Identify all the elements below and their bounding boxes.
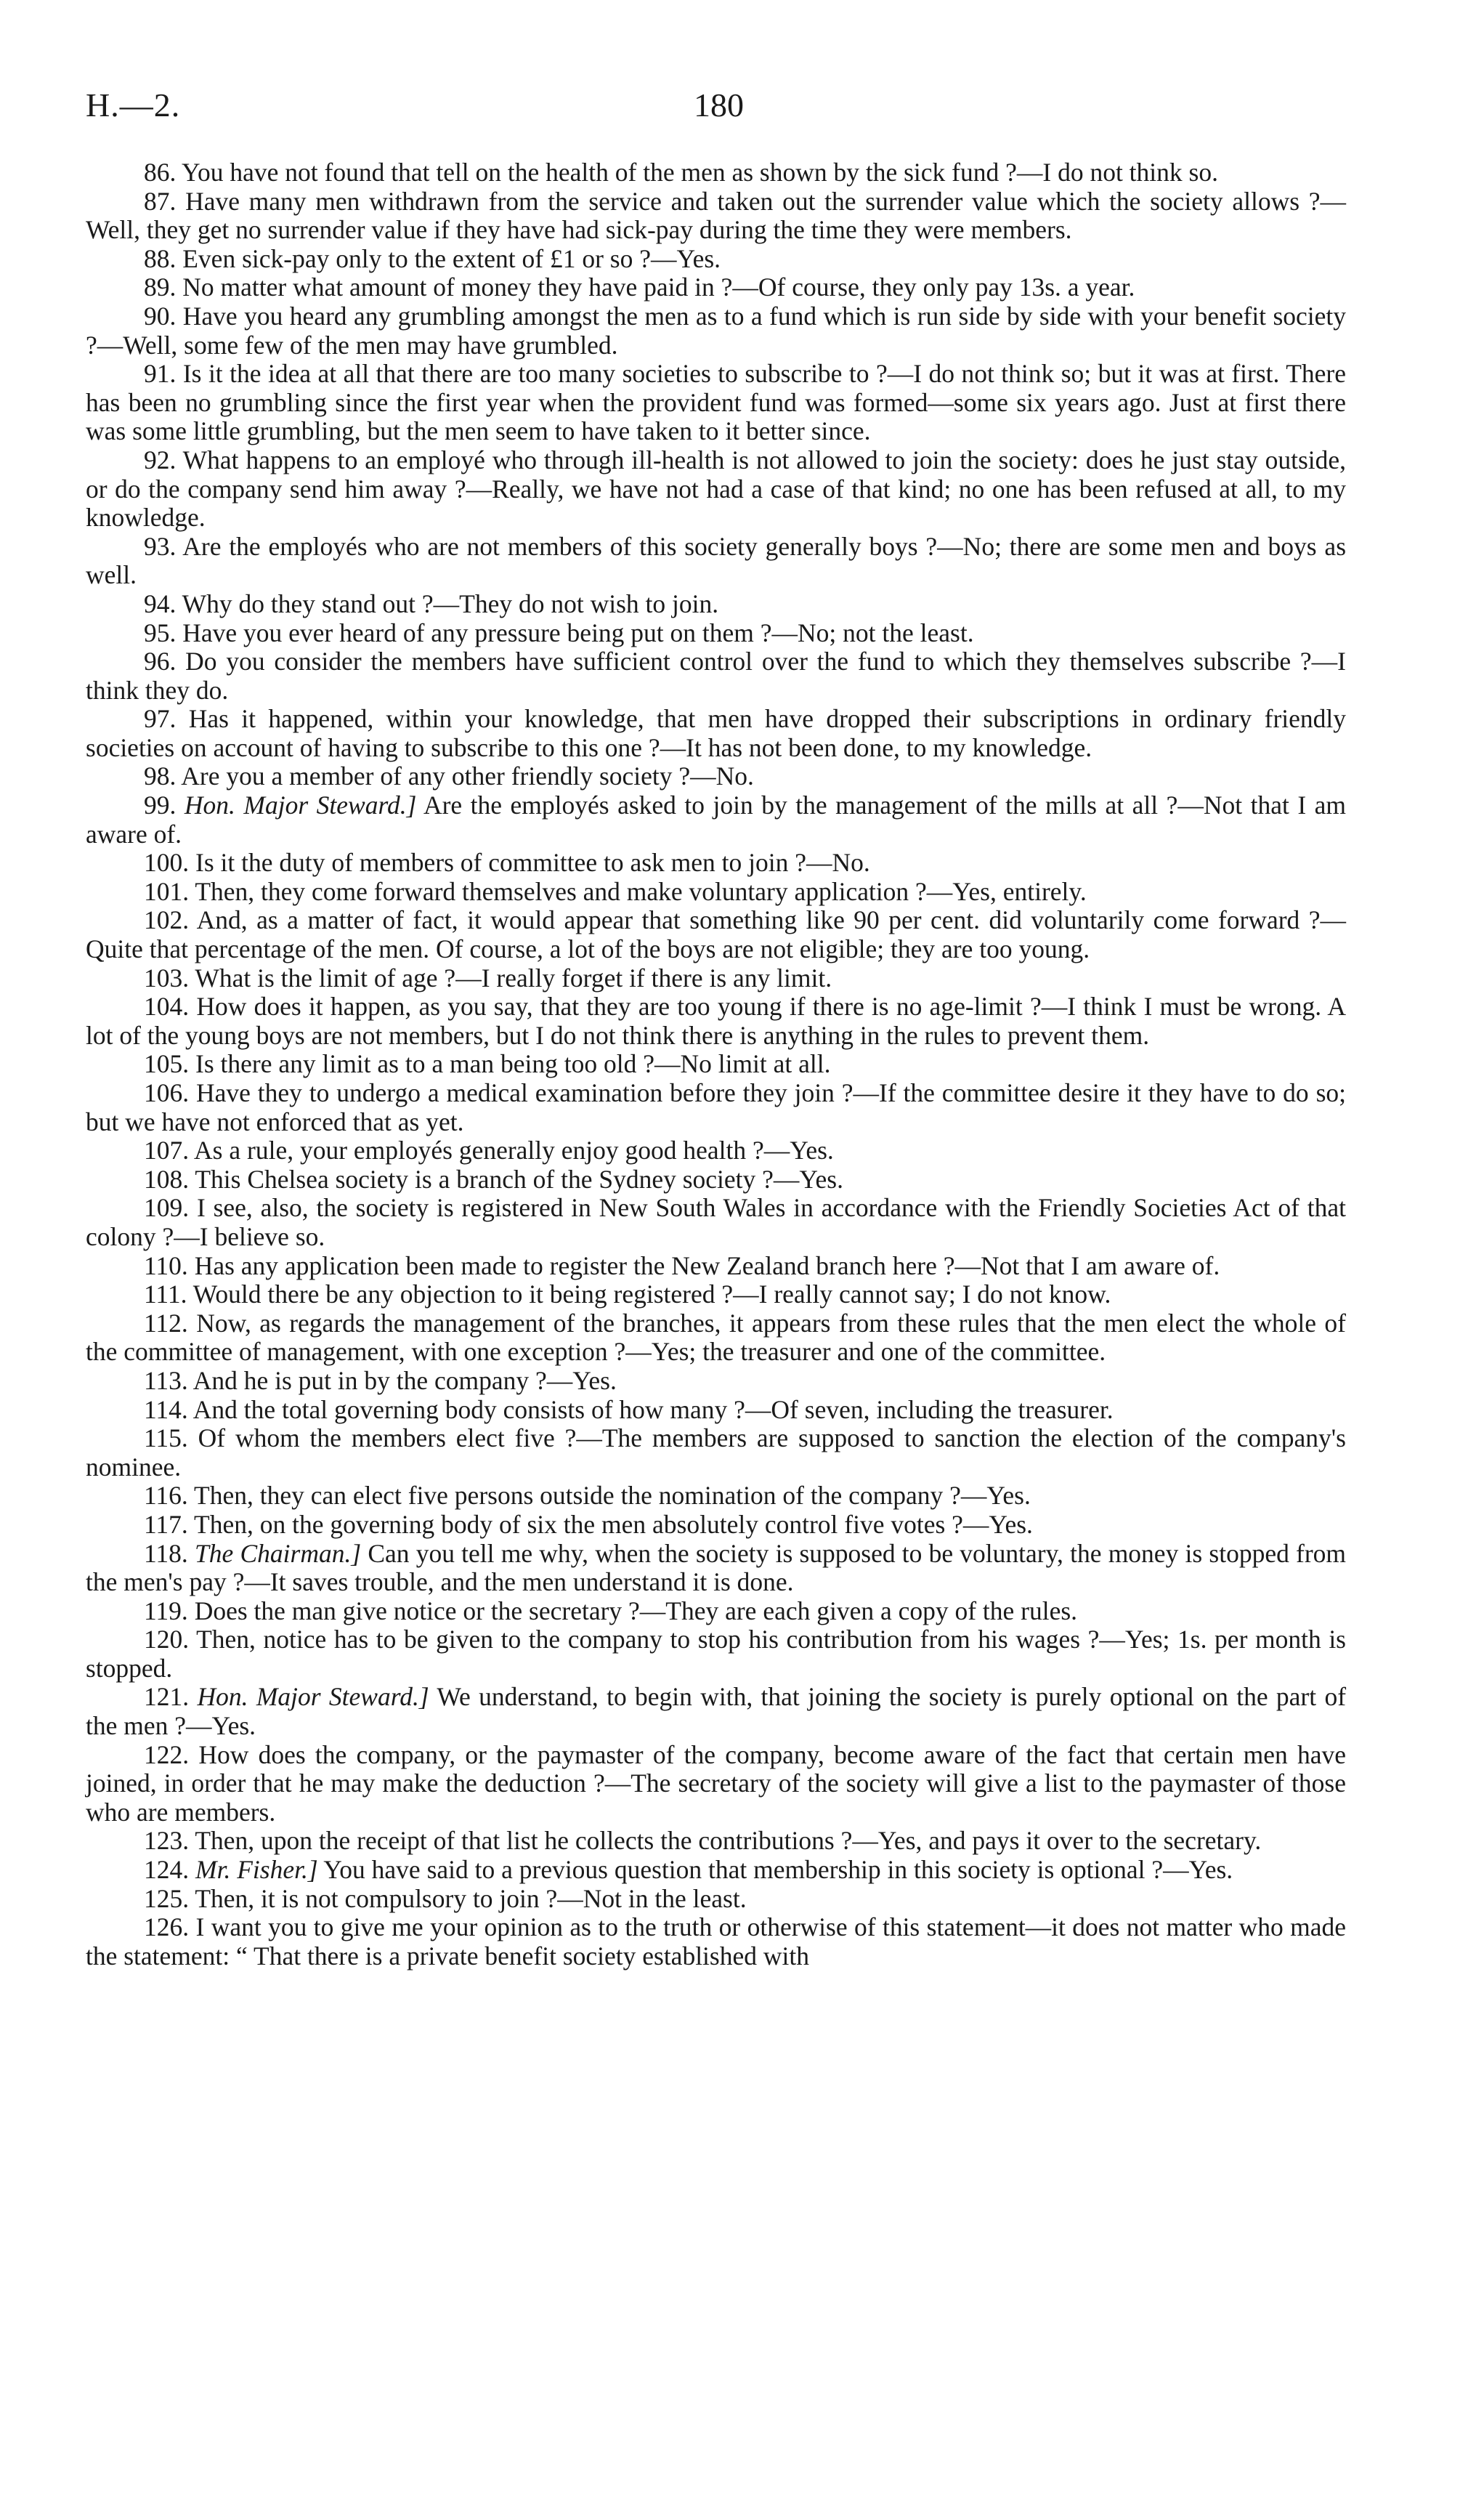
question-number: 86.	[144, 158, 177, 187]
question-text: Then, they come forward themselves and make voluntary application ?—Yes, entirely.	[195, 876, 1087, 906]
question-text: How does it happen, as you say, that they are too young if there is no age-limit ?—I think I must be wrong. A lot of the young boys are not members, but I do not think there is anything in the rules to prevent them.	[86, 992, 1347, 1050]
question-text: Are you a member of any other friendly society ?—No.	[181, 761, 754, 791]
question-paragraph	[86, 1856, 1346, 1885]
question-text: Is it the duty of members of committee to ask men to join ?—No.	[195, 848, 870, 878]
question-number: 106.	[144, 1078, 190, 1107]
question-number: 98.	[144, 761, 177, 791]
question-paragraph	[86, 1079, 1346, 1136]
question-number: 119.	[144, 1596, 188, 1625]
question-paragraph	[86, 1885, 1346, 1914]
question-number: 95.	[144, 618, 177, 647]
question-number: 108.	[144, 1164, 190, 1194]
question-paragraph	[86, 1165, 1346, 1195]
question-paragraph	[86, 533, 1346, 590]
question-number: 91.	[144, 359, 177, 389]
question-paragraph	[86, 187, 1346, 245]
question-text: I see, also, the society is registered in New South Wales in accordance with the Friendly Societies Act of that colony ?—I believe so.	[86, 1193, 1346, 1251]
question-paragraph	[86, 1683, 1346, 1740]
question-text: How does the company, or the paymaster of the company, become aware of the fact that certain men have joined, in order that he may make the deduction ?—The secretary of the society will give a list to the paymaster of those who are members.	[86, 1739, 1346, 1827]
document-body	[86, 158, 1346, 1971]
question-number: 124.	[144, 1855, 190, 1885]
question-paragraph	[86, 1625, 1346, 1683]
question-text: Do you consider the members have sufficient control over the fund to which they themselves subscribe ?—I think they do.	[86, 647, 1347, 705]
question-text: Does the man give notice or the secretary ?—They are each given a copy of the rules.	[194, 1596, 1078, 1625]
question-text: Have they to undergo a medical examination before they join ?—If the committee desire it they have to do so; but we have not enforced that as yet.	[86, 1078, 1346, 1136]
question-text: Is it the idea at all that there are too many societies to subscribe to ?—I do not think so; but it was at first. There has been no grumbling since the first year when the provident fund was formed—some six years ago. Just at first there was some little grumbling, but the men seem to have taken to it better since.	[86, 359, 1346, 446]
question-text: Are the employés who are not members of this society generally boys ?—No; there are some men and boys as well.	[86, 531, 1347, 590]
question-text: And, as a matter of fact, it would appear that something like 90 per cent. did voluntarily come forward ?—Quite that percentage of the men. Of course, a lot of the boys are not eligible; they are too young.	[86, 905, 1346, 964]
question-number: 90.	[144, 301, 177, 331]
speaker-name: Hon. Major Steward.]	[197, 1682, 429, 1712]
question-text: And the total governing body consists of how many ?—Of seven, including the treasurer.	[192, 1394, 1114, 1424]
question-number: 107.	[144, 1136, 190, 1165]
speaker-name: Mr. Fisher.]	[195, 1855, 318, 1885]
question-text: Then, upon the receipt of that list he collects the contributions ?—Yes, and pays it over to the secretary.	[195, 1826, 1262, 1856]
speaker-name: Hon. Major Steward.]	[184, 791, 417, 820]
question-text: No matter what amount of money they have paid in ?—Of course, they only pay 13s. a year.	[182, 272, 1135, 302]
question-paragraph	[86, 1136, 1346, 1165]
question-number: 92.	[144, 445, 177, 474]
question-paragraph	[86, 849, 1346, 878]
question-number: 121.	[144, 1682, 190, 1712]
question-text: What happens to an employé who through ill-health is not allowed to join the society: does he just stay outside, or do the company send him away ?—Really, we have not had a case of that kind; no one has been refused at all, to my knowledge.	[86, 445, 1347, 533]
question-text: Have many men withdrawn from the service and taken out the surrender value which the society allows ?—Well, they get no surrender value if they have had sick-pay during the time they were members.	[86, 186, 1346, 245]
question-number: 116.	[144, 1481, 188, 1511]
question-number: 113.	[144, 1365, 188, 1395]
question-paragraph	[86, 158, 1346, 187]
question-paragraph	[86, 964, 1346, 993]
question-paragraph	[86, 1280, 1346, 1309]
question-text: What is the limit of age ?—I really forget if there is any limit.	[195, 963, 832, 993]
question-text: Have you ever heard of any pressure being put on them ?—No; not the least.	[182, 618, 974, 647]
question-number: 103.	[144, 963, 190, 993]
question-paragraph	[86, 1050, 1346, 1079]
question-paragraph	[86, 647, 1346, 705]
question-text: You have not found that tell on the health of the men as shown by the sick fund ?—I do not think so.	[181, 158, 1218, 187]
question-text: This Chelsea society is a branch of the Sydney society ?—Yes.	[195, 1164, 843, 1194]
question-paragraph	[86, 302, 1346, 360]
question-text: Has any application been made to register the New Zealand branch here ?—Not that I am aware of.	[194, 1250, 1220, 1280]
question-paragraph	[86, 1194, 1346, 1251]
question-paragraph	[86, 705, 1346, 762]
question-paragraph	[86, 906, 1346, 963]
question-text: Are the employés asked to join by the management of the mills at all ?—Not that I am aware of.	[86, 791, 1347, 849]
question-number: 96.	[144, 647, 177, 676]
question-number: 102.	[144, 905, 190, 935]
question-number: 88.	[144, 243, 177, 273]
question-text: Of whom the members elect five ?—The members are supposed to sanction the election of the company's nominee.	[86, 1423, 1346, 1482]
question-number: 122.	[144, 1739, 190, 1769]
question-paragraph	[86, 1741, 1346, 1827]
question-paragraph	[86, 762, 1346, 791]
question-number: 104.	[144, 992, 190, 1022]
question-number: 123.	[144, 1826, 190, 1856]
question-number: 111.	[144, 1280, 187, 1309]
question-text: Can you tell me why, when the society is supposed to be voluntary, the money is stopped from the men's pay ?—It saves trouble, and the men understand it is done.	[86, 1538, 1347, 1597]
question-paragraph	[86, 1540, 1346, 1597]
question-text: Have you heard any grumbling amongst the men as to a fund which is run side by side with your benefit society ?—Well, some few of the men may have grumbled.	[86, 301, 1346, 360]
question-paragraph	[86, 1309, 1346, 1367]
document-code: H.—2.	[86, 86, 181, 124]
question-paragraph	[86, 360, 1346, 446]
question-number: 94.	[144, 589, 177, 618]
question-text: Why do they stand out ?—They do not wish to join.	[182, 589, 719, 618]
question-number: 89.	[144, 272, 177, 302]
question-number: 117.	[144, 1509, 188, 1539]
question-number: 97.	[144, 704, 177, 734]
question-number: 109.	[144, 1193, 190, 1223]
question-text: We understand, to begin with, that joining the society is purely optional on the part of the men ?—Yes.	[86, 1682, 1347, 1741]
question-text: You have said to a previous question that membership in this society is optional ?—Yes.	[323, 1855, 1233, 1885]
question-number: 93.	[144, 531, 177, 561]
question-number: 115.	[144, 1423, 188, 1453]
question-paragraph	[86, 245, 1346, 274]
question-paragraph	[86, 1367, 1346, 1396]
speaker-name: The Chairman.]	[195, 1538, 362, 1568]
question-number: 114.	[144, 1394, 188, 1424]
question-text: Then, on the governing body of six the men absolutely control five votes ?—Yes.	[194, 1509, 1033, 1539]
question-paragraph	[86, 1827, 1346, 1856]
question-number: 105.	[144, 1049, 190, 1079]
question-paragraph	[86, 1252, 1346, 1281]
question-text: Has it happened, within your knowledge, that men have dropped their subscriptions in ordinary friendly societies on account of having to subscribe to this one ?—It has not been done, to my knowledge.	[86, 704, 1347, 762]
question-paragraph	[86, 993, 1346, 1050]
question-text: Then, they can elect five persons outside the nomination of the company ?—Yes.	[194, 1481, 1031, 1511]
question-paragraph	[86, 791, 1346, 849]
question-text: Then, notice has to be given to the company to stop his contribution from his wages ?—Yes; 1s. per month is stopped.	[86, 1625, 1347, 1683]
question-paragraph	[86, 273, 1346, 302]
page-number: 180	[694, 86, 744, 124]
question-paragraph	[86, 619, 1346, 648]
question-paragraph	[86, 1482, 1346, 1511]
question-paragraph	[86, 1424, 1346, 1482]
question-paragraph	[86, 1511, 1346, 1540]
question-paragraph	[86, 1597, 1346, 1626]
page-header	[0, 86, 1484, 129]
question-number: 99.	[144, 791, 177, 820]
question-paragraph	[86, 1396, 1346, 1425]
question-number: 87.	[144, 186, 177, 216]
question-paragraph	[86, 1913, 1346, 1971]
question-paragraph	[86, 446, 1346, 533]
question-text: Would there be any objection to it being registered ?—I really cannot say; I do not know.	[192, 1280, 1111, 1309]
question-number: 126.	[144, 1912, 190, 1942]
question-text: And he is put in by the company ?—Yes.	[192, 1365, 617, 1395]
question-number: 125.	[144, 1883, 190, 1913]
question-number: 118.	[144, 1538, 188, 1568]
question-number: 100.	[144, 848, 190, 878]
question-text: Is there any limit as to a man being too old ?—No limit at all.	[195, 1049, 831, 1079]
question-number: 101.	[144, 876, 190, 906]
question-paragraph	[86, 878, 1346, 907]
question-number: 112.	[144, 1308, 188, 1338]
question-number: 120.	[144, 1625, 190, 1654]
question-number: 110.	[144, 1250, 188, 1280]
question-text: As a rule, your employés generally enjoy good health ?—Yes.	[194, 1136, 834, 1165]
question-text: I want you to give me your opinion as to the truth or otherwise of this statement—it does not matter who made the statement: “ That there is a private benefit society established with	[86, 1912, 1347, 1971]
question-text: Now, as regards the management of the branches, it appears from these rules that the men elect the whole of the committee of management, with one exception ?—Yes; the treasurer and one of the committee.	[86, 1308, 1346, 1367]
question-text: Even sick-pay only to the extent of £1 or so ?—Yes.	[182, 243, 721, 273]
question-text: Then, it is not compulsory to join ?—Not in the least.	[195, 1883, 747, 1913]
question-paragraph	[86, 590, 1346, 619]
